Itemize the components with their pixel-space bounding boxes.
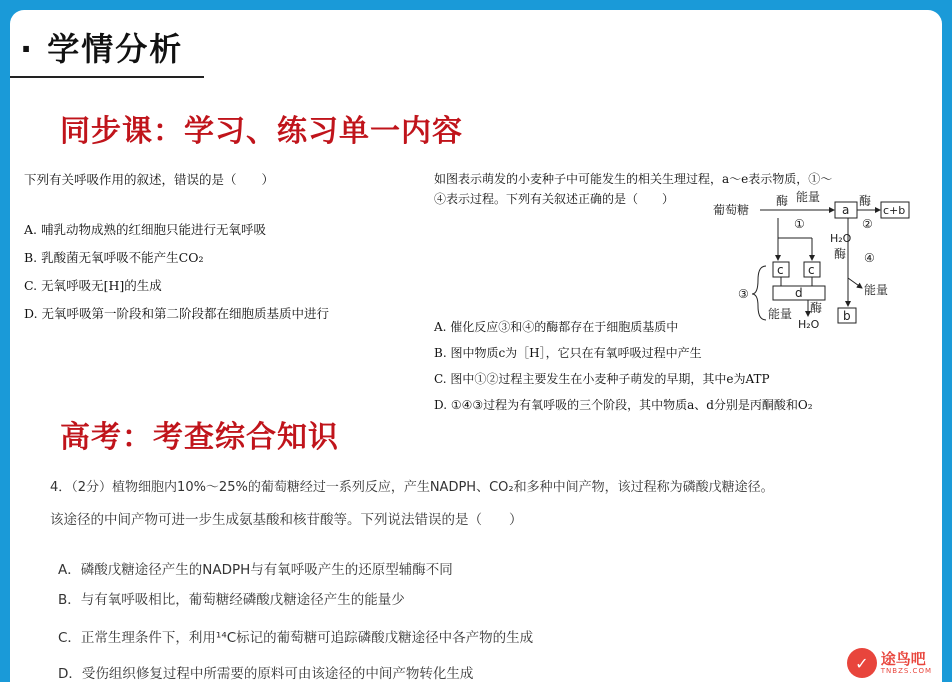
diagram-process-2: ② <box>862 217 873 231</box>
diagram-water-label-2: H₂O <box>798 318 820 328</box>
diagram-box-d-label: d <box>795 286 803 300</box>
diagram-enzyme-label-4: 酶 <box>810 301 823 315</box>
diagram-energy-label-3: 能量 <box>768 307 793 321</box>
right-option-c: C. 图中①②过程主要发生在小麦种子萌发的早期，其中e为ATP <box>434 372 770 386</box>
diagram-box-cb-label: c+b <box>883 204 906 217</box>
right-option-b: B. 图中物质c为［H］，它只在有氧呼吸过程中产生 <box>434 346 702 360</box>
diagram-box-a-label: a <box>842 203 850 217</box>
bottom-option-c: C．正常生理条件下，利用¹⁴C标记的葡萄糖可追踪磷酸戊糖途径中各产物的生成 <box>58 630 534 646</box>
diagram-glucose-label: 葡萄糖 <box>713 203 750 217</box>
diagram-enzyme-label-3: 酶 <box>834 247 847 261</box>
title-underline <box>10 76 204 78</box>
bottom-option-a: A．磷酸戊糖途径产生的NADPH与有氧呼吸产生的还原型辅酶不同 <box>58 562 453 578</box>
diagram-enzyme-label-2: 酶 <box>859 194 872 208</box>
right-option-a: A. 催化反应③和④的酶都存在于细胞质基质中 <box>434 320 679 334</box>
left-question-stem: 下列有关呼吸作用的叙述，错误的是（ ） <box>24 172 275 187</box>
diagram-energy-label-2: 能量 <box>864 283 889 297</box>
diagram-enzyme-label-1: 酶 <box>776 194 789 208</box>
left-option-b: B. 乳酸菌无氧呼吸不能产生CO₂ <box>24 250 204 265</box>
bottom-question-stem-2: 该途径的中间产物可进一步生成氨基酸和核苷酸等。下列说法错误的是（ ） <box>50 512 523 528</box>
bottom-option-d: D．受伤组织修复过程中所需要的原料可由该途径的中间产物转化生成 <box>58 666 474 682</box>
site-watermark <box>847 648 932 678</box>
left-option-a: A. 哺乳动物成熟的红细胞只能进行无氧呼吸 <box>24 222 266 237</box>
right-option-d: D. ①④③过程为有氧呼吸的三个阶段，其中物质a、d分别是丙酮酸和O₂ <box>434 398 813 412</box>
respiration-pathway-diagram <box>658 178 928 328</box>
section-heading-gaokao: 高考：考查综合知识 <box>60 420 339 455</box>
diagram-box-c-right-label: c <box>808 263 815 277</box>
right-question-stem-2: ④表示过程。下列有关叙述正确的是（ ） <box>434 192 675 206</box>
bird-logo-icon: ✓ <box>847 648 877 678</box>
left-option-d: D. 无氧呼吸第一阶段和第二阶段都在细胞质基质中进行 <box>24 306 330 321</box>
bottom-option-b: B．与有氧呼吸相比，葡萄糖经磷酸戊糖途径产生的能量少 <box>58 592 405 608</box>
diagram-water-label-1: H₂O <box>830 232 852 245</box>
section-heading-sync: 同步课：学习、练习单一内容 <box>60 114 463 149</box>
page-title: · 学情分析 <box>20 30 184 68</box>
diagram-energy-label-1: 能量 <box>796 190 821 204</box>
diagram-box-b-label: b <box>843 309 851 323</box>
watermark-url: TNBZS.COM <box>880 666 932 675</box>
diagram-process-4: ④ <box>864 251 875 265</box>
watermark-brand: 途鸟吧 <box>880 649 926 668</box>
left-option-c: C. 无氧呼吸无[H]的生成 <box>24 278 162 293</box>
bottom-question-stem-1: 4．（2分）植物细胞内10%～25%的葡萄糖经过一系列反应，产生NADPH、CO₂和多种中间产物，该过程称为磷酸戊糖途径。 <box>50 480 774 495</box>
slide <box>10 10 942 682</box>
diagram-process-3: ③ <box>738 287 749 301</box>
diagram-box-c-left-label: c <box>777 263 784 277</box>
right-question-stem-1: 如图表示萌发的小麦种子中可能发生的相关生理过程，a～e表示物质，①～ <box>434 172 833 186</box>
diagram-process-1: ① <box>794 217 805 231</box>
